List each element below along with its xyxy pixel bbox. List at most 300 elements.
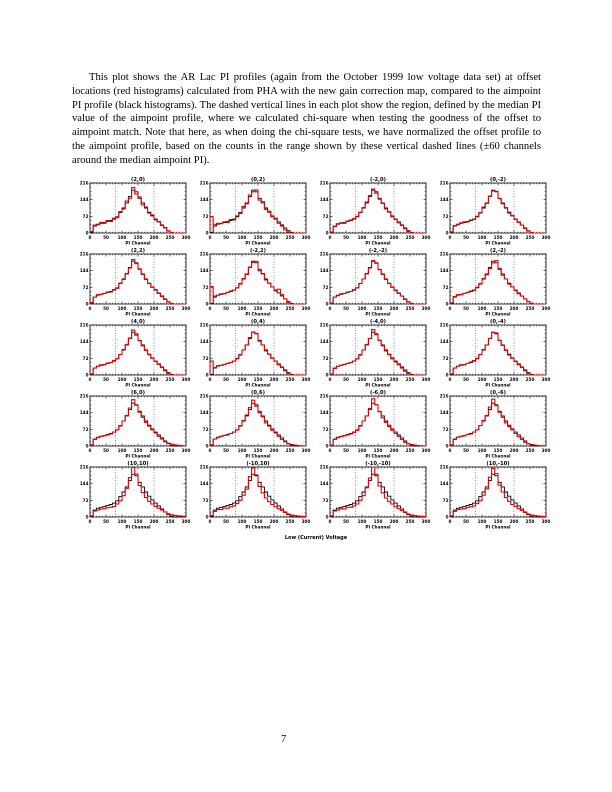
y-tick-label: 216: [439, 322, 449, 328]
x-axis-label: PI Channel: [125, 453, 151, 459]
y-tick-label: 144: [79, 339, 89, 345]
x-axis-label: PI Channel: [485, 240, 511, 246]
y-tick-label: 144: [79, 410, 89, 416]
x-tick-label: 100: [477, 377, 487, 382]
x-axis-label: PI Channel: [485, 382, 511, 388]
histogram-panel: [76, 247, 196, 318]
x-tick-label: 200: [509, 306, 519, 311]
x-tick-label: 100: [357, 306, 367, 311]
x-tick-label: 50: [223, 377, 229, 382]
offset-histogram: [330, 261, 426, 305]
x-tick-label: 200: [509, 235, 519, 240]
y-tick-label: 72: [322, 355, 329, 361]
y-tick-label: 72: [82, 426, 89, 432]
panel-title: (2,-2): [489, 247, 507, 254]
x-tick-label: 100: [117, 306, 127, 311]
x-tick-label: 50: [343, 235, 349, 240]
x-tick-label: 150: [253, 235, 263, 240]
histogram-panel: [196, 389, 316, 460]
x-tick-label: 200: [269, 235, 279, 240]
x-tick-label: 100: [477, 448, 487, 453]
x-tick-label: 50: [223, 306, 229, 311]
y-tick-label: 0: [445, 514, 449, 520]
x-tick-label: 100: [357, 448, 367, 453]
y-tick-label: 144: [439, 481, 449, 487]
x-tick-label: 50: [103, 306, 109, 311]
x-tick-label: 50: [343, 448, 349, 453]
x-axis-label: PI Channel: [245, 311, 271, 317]
y-tick-label: 72: [202, 284, 209, 290]
y-tick-label: 0: [85, 230, 89, 236]
offset-histogram: [210, 261, 306, 304]
x-tick-label: 300: [301, 306, 311, 311]
x-tick-label: 0: [208, 235, 212, 240]
y-tick-label: 216: [79, 464, 89, 470]
y-tick-label: 72: [202, 497, 209, 503]
offset-histogram: [330, 467, 426, 517]
x-tick-label: 150: [373, 235, 383, 240]
x-tick-label: 100: [237, 448, 247, 453]
x-tick-label: 300: [181, 306, 191, 311]
x-axis-label: PI Channel: [365, 453, 391, 459]
x-tick-label: 100: [477, 519, 487, 524]
x-tick-label: 200: [509, 519, 519, 524]
y-tick-label: 0: [85, 443, 89, 449]
y-tick-label: 72: [442, 284, 449, 290]
x-tick-label: 250: [165, 519, 175, 524]
y-tick-label: 0: [85, 514, 89, 520]
x-tick-label: 100: [117, 377, 127, 382]
x-tick-label: 50: [103, 519, 109, 524]
axes-box: [90, 254, 186, 304]
histogram-panel: [436, 460, 556, 531]
y-tick-label: 72: [442, 497, 449, 503]
x-tick-label: 100: [237, 306, 247, 311]
x-tick-label: 150: [493, 519, 503, 524]
offset-histogram: [450, 468, 546, 517]
y-tick-label: 216: [319, 464, 329, 470]
x-tick-label: 0: [448, 448, 452, 453]
x-tick-label: 0: [448, 306, 452, 311]
x-tick-label: 300: [421, 306, 431, 311]
x-tick-label: 100: [357, 519, 367, 524]
offset-histogram: [210, 468, 306, 517]
x-tick-label: 300: [421, 519, 431, 524]
y-tick-label: 72: [202, 426, 209, 432]
y-tick-label: 0: [445, 372, 449, 378]
axes-box: [90, 396, 186, 446]
x-tick-label: 0: [88, 448, 92, 453]
histogram-panel: [316, 318, 436, 389]
x-tick-label: 200: [389, 235, 399, 240]
y-tick-label: 72: [442, 426, 449, 432]
x-axis-label: PI Channel: [485, 524, 511, 530]
x-tick-label: 100: [237, 377, 247, 382]
x-tick-label: 0: [328, 306, 332, 311]
x-tick-label: 200: [509, 448, 519, 453]
x-tick-label: 0: [448, 377, 452, 382]
x-tick-label: 250: [525, 235, 535, 240]
y-tick-label: 144: [79, 481, 89, 487]
x-tick-label: 200: [149, 306, 159, 311]
x-tick-label: 150: [133, 306, 143, 311]
x-tick-label: 250: [405, 448, 415, 453]
figure-caption: Low (Current) Voltage: [284, 535, 348, 541]
offset-histogram: [450, 332, 546, 375]
x-axis-label: PI Channel: [125, 240, 151, 246]
x-tick-label: 300: [541, 519, 551, 524]
x-axis-label: PI Channel: [365, 311, 391, 317]
x-tick-label: 150: [253, 377, 263, 382]
x-tick-label: 300: [181, 448, 191, 453]
y-tick-label: 216: [439, 251, 449, 257]
x-tick-label: 50: [463, 235, 469, 240]
x-tick-label: 200: [269, 448, 279, 453]
x-tick-label: 150: [133, 377, 143, 382]
y-tick-label: 0: [445, 230, 449, 236]
histogram-panel: [436, 247, 556, 318]
x-tick-label: 100: [237, 235, 247, 240]
x-tick-label: 50: [463, 448, 469, 453]
y-tick-label: 72: [202, 213, 209, 219]
y-tick-label: 0: [325, 372, 329, 378]
panel-title: (0,6): [251, 389, 265, 396]
x-axis-label: PI Channel: [485, 311, 511, 317]
offset-histogram: [90, 188, 186, 233]
y-tick-label: 0: [325, 514, 329, 520]
histogram-panel: [316, 176, 436, 247]
x-tick-label: 100: [117, 519, 127, 524]
x-tick-label: 200: [269, 377, 279, 382]
offset-histogram: [330, 399, 426, 446]
panel-title: (6,0): [131, 389, 145, 396]
panel-title: (0,-2): [489, 176, 507, 183]
x-tick-label: 150: [493, 306, 503, 311]
x-axis-label: PI Channel: [245, 524, 271, 530]
x-tick-label: 200: [389, 448, 399, 453]
y-tick-label: 144: [199, 339, 209, 345]
x-tick-label: 300: [301, 519, 311, 524]
x-tick-label: 150: [253, 519, 263, 524]
x-tick-label: 150: [373, 519, 383, 524]
x-tick-label: 250: [285, 235, 295, 240]
x-tick-label: 50: [343, 519, 349, 524]
panel-title: (2,0): [131, 176, 145, 183]
histogram-panel: [436, 389, 556, 460]
y-tick-label: 216: [439, 464, 449, 470]
x-tick-label: 250: [405, 519, 415, 524]
axes-box: [90, 183, 186, 233]
y-tick-label: 216: [439, 393, 449, 399]
y-tick-label: 0: [325, 443, 329, 449]
histogram-panel: [316, 389, 436, 460]
x-tick-label: 250: [525, 519, 535, 524]
axes-box: [450, 396, 546, 446]
y-tick-label: 72: [82, 284, 89, 290]
offset-histogram: [210, 332, 306, 375]
x-tick-label: 300: [541, 377, 551, 382]
x-tick-label: 300: [181, 235, 191, 240]
histogram-panel: [316, 247, 436, 318]
axes-box: [90, 325, 186, 375]
y-tick-label: 216: [79, 251, 89, 257]
x-tick-label: 0: [328, 519, 332, 524]
x-tick-label: 150: [493, 448, 503, 453]
x-tick-label: 150: [373, 377, 383, 382]
x-tick-label: 0: [208, 306, 212, 311]
y-tick-label: 0: [85, 301, 89, 307]
x-tick-label: 200: [509, 377, 519, 382]
x-tick-label: 100: [477, 235, 487, 240]
offset-histogram: [210, 190, 306, 233]
y-tick-label: 216: [319, 180, 329, 186]
panel-title: (10,10): [127, 460, 149, 467]
histogram-panel: [196, 460, 316, 531]
y-tick-label: 72: [322, 213, 329, 219]
axes-box: [210, 325, 306, 375]
panel-title: (-2,-2): [368, 247, 388, 254]
x-tick-label: 300: [541, 448, 551, 453]
y-tick-label: 0: [205, 230, 209, 236]
x-tick-label: 250: [165, 377, 175, 382]
x-tick-label: 50: [343, 306, 349, 311]
x-tick-label: 100: [477, 306, 487, 311]
y-tick-label: 216: [79, 393, 89, 399]
x-tick-label: 300: [541, 306, 551, 311]
x-tick-label: 300: [421, 377, 431, 382]
y-tick-label: 144: [319, 339, 329, 345]
x-tick-label: 200: [269, 519, 279, 524]
x-tick-label: 100: [237, 519, 247, 524]
x-tick-label: 150: [133, 448, 143, 453]
x-tick-label: 0: [208, 519, 212, 524]
x-axis-label: PI Channel: [485, 453, 511, 459]
y-tick-label: 0: [445, 301, 449, 307]
x-tick-label: 200: [149, 235, 159, 240]
x-tick-label: 0: [448, 519, 452, 524]
y-tick-label: 216: [199, 322, 209, 328]
x-tick-label: 200: [149, 448, 159, 453]
x-tick-label: 0: [208, 377, 212, 382]
offset-histogram: [90, 400, 186, 446]
x-tick-label: 150: [373, 306, 383, 311]
y-tick-label: 216: [79, 322, 89, 328]
y-tick-label: 144: [319, 268, 329, 274]
histogram-panel: [316, 460, 436, 531]
body-paragraph: This plot shows the AR Lac PI profiles (again from the October 1999 low voltage data set) at offset locations (red histograms) calculated from PHA with the new gain correction map, compared to the aimpoint PI profile (black histograms). The dashed vertical lines in each plot show the region, defined by the median PI value of the aimpoint profile, where we calculated chi-square when testing the goodness of the offset to aimpoint match. Note that here, as when doing the chi-square tests, we have normalized the offset profile to the aimpoint profile, based on the counts in the range shown by these vertical dashed lines (±60 channels around the median aimpoint PI).: [72, 72, 541, 166]
y-tick-label: 0: [445, 443, 449, 449]
y-tick-label: 0: [205, 514, 209, 520]
x-tick-label: 0: [328, 235, 332, 240]
x-tick-label: 150: [493, 235, 503, 240]
histogram-panel: [196, 247, 316, 318]
y-tick-label: 0: [205, 301, 209, 307]
offset-histogram: [90, 260, 186, 304]
axes-box: [330, 254, 426, 304]
x-tick-label: 250: [165, 235, 175, 240]
y-tick-label: 144: [319, 197, 329, 203]
axes-box: [450, 183, 546, 233]
axes-box: [330, 325, 426, 375]
panel-title: (-4,0): [369, 318, 387, 325]
offset-histogram: [90, 468, 186, 518]
histogram-panel: [76, 176, 196, 247]
x-tick-label: 150: [253, 448, 263, 453]
y-tick-label: 72: [322, 284, 329, 290]
x-tick-label: 250: [525, 448, 535, 453]
panel-title: (4,0): [131, 318, 145, 325]
y-tick-label: 144: [439, 410, 449, 416]
x-tick-label: 300: [181, 377, 191, 382]
x-tick-label: 200: [389, 306, 399, 311]
histogram-panel: [76, 460, 196, 531]
y-tick-label: 144: [439, 268, 449, 274]
x-tick-label: 50: [103, 377, 109, 382]
x-tick-label: 200: [389, 519, 399, 524]
x-tick-label: 0: [88, 377, 92, 382]
y-tick-label: 216: [79, 180, 89, 186]
x-axis-label: PI Channel: [365, 524, 391, 530]
x-axis-label: PI Channel: [125, 382, 151, 388]
x-tick-label: 0: [88, 235, 92, 240]
x-tick-label: 50: [463, 306, 469, 311]
x-tick-label: 300: [301, 377, 311, 382]
x-tick-label: 250: [165, 448, 175, 453]
y-tick-label: 0: [325, 301, 329, 307]
panel-title: (-2,2): [249, 247, 267, 254]
x-tick-label: 250: [285, 448, 295, 453]
histogram-panel: [436, 176, 556, 247]
axes-box: [330, 396, 426, 446]
y-tick-label: 216: [199, 180, 209, 186]
x-tick-label: 250: [525, 306, 535, 311]
x-tick-label: 300: [421, 235, 431, 240]
figure-histogram-grid: [76, 176, 556, 548]
axes-box: [210, 396, 306, 446]
y-tick-label: 0: [205, 372, 209, 378]
y-tick-label: 216: [439, 180, 449, 186]
x-tick-label: 50: [103, 448, 109, 453]
x-tick-label: 300: [301, 235, 311, 240]
x-tick-label: 0: [88, 306, 92, 311]
x-tick-label: 150: [133, 519, 143, 524]
y-tick-label: 216: [319, 322, 329, 328]
panel-title: (-10,-10): [365, 460, 391, 467]
y-tick-label: 144: [79, 268, 89, 274]
panel-title: (0,4): [251, 318, 265, 325]
x-tick-label: 250: [405, 377, 415, 382]
x-tick-label: 250: [285, 519, 295, 524]
offset-histogram: [330, 330, 426, 375]
panel-title: (0,2): [251, 176, 265, 183]
y-tick-label: 144: [199, 197, 209, 203]
y-tick-label: 72: [442, 355, 449, 361]
panel-title: (10,-10): [486, 460, 510, 467]
offset-histogram: [450, 261, 546, 305]
panel-title: (-6,0): [369, 389, 387, 396]
panel-title: (-10,10): [246, 460, 270, 467]
y-tick-label: 72: [82, 355, 89, 361]
x-tick-label: 0: [88, 519, 92, 524]
y-tick-label: 144: [319, 481, 329, 487]
y-tick-label: 72: [322, 426, 329, 432]
x-tick-label: 0: [448, 235, 452, 240]
x-axis-label: PI Channel: [245, 382, 271, 388]
x-tick-label: 150: [133, 235, 143, 240]
x-tick-label: 100: [357, 377, 367, 382]
offset-histogram: [210, 400, 306, 446]
y-tick-label: 72: [82, 497, 89, 503]
x-tick-label: 50: [223, 235, 229, 240]
y-tick-label: 144: [199, 481, 209, 487]
y-tick-label: 72: [442, 213, 449, 219]
y-tick-label: 0: [205, 443, 209, 449]
y-tick-label: 72: [82, 213, 89, 219]
x-tick-label: 300: [421, 448, 431, 453]
x-axis-label: PI Channel: [245, 453, 271, 459]
x-tick-label: 200: [389, 377, 399, 382]
y-tick-label: 216: [199, 464, 209, 470]
x-tick-label: 250: [285, 306, 295, 311]
x-tick-label: 50: [103, 235, 109, 240]
x-axis-label: PI Channel: [125, 311, 151, 317]
x-tick-label: 50: [463, 519, 469, 524]
histogram-panel: [196, 176, 316, 247]
x-tick-label: 250: [285, 377, 295, 382]
axes-box: [330, 183, 426, 233]
histogram-panel: [76, 318, 196, 389]
y-tick-label: 0: [325, 230, 329, 236]
x-tick-label: 200: [149, 519, 159, 524]
x-tick-label: 0: [328, 377, 332, 382]
x-tick-label: 150: [253, 306, 263, 311]
y-tick-label: 216: [199, 393, 209, 399]
y-tick-label: 216: [199, 251, 209, 257]
x-tick-label: 50: [463, 377, 469, 382]
x-tick-label: 300: [301, 448, 311, 453]
x-axis-label: PI Channel: [245, 240, 271, 246]
x-tick-label: 100: [117, 235, 127, 240]
y-tick-label: 0: [85, 372, 89, 378]
y-tick-label: 144: [319, 410, 329, 416]
x-tick-label: 50: [223, 448, 229, 453]
page-number: 7: [281, 734, 287, 745]
x-tick-label: 150: [493, 377, 503, 382]
x-axis-label: PI Channel: [125, 524, 151, 530]
x-tick-label: 200: [269, 306, 279, 311]
y-tick-label: 144: [199, 268, 209, 274]
x-tick-label: 250: [405, 235, 415, 240]
y-tick-label: 216: [319, 393, 329, 399]
x-tick-label: 100: [357, 235, 367, 240]
offset-histogram: [90, 330, 186, 375]
y-tick-label: 72: [202, 355, 209, 361]
x-tick-label: 300: [181, 519, 191, 524]
x-tick-label: 250: [165, 306, 175, 311]
panel-title: (2,2): [131, 247, 145, 254]
x-tick-label: 50: [223, 519, 229, 524]
plot-grid: [76, 176, 556, 531]
y-tick-label: 144: [199, 410, 209, 416]
offset-histogram: [330, 189, 426, 233]
histogram-panel: [196, 318, 316, 389]
x-tick-label: 250: [525, 377, 535, 382]
offset-histogram: [450, 191, 546, 233]
offset-histogram: [450, 399, 546, 446]
histogram-panel: [436, 318, 556, 389]
histogram-panel: [76, 389, 196, 460]
x-tick-label: 0: [208, 448, 212, 453]
